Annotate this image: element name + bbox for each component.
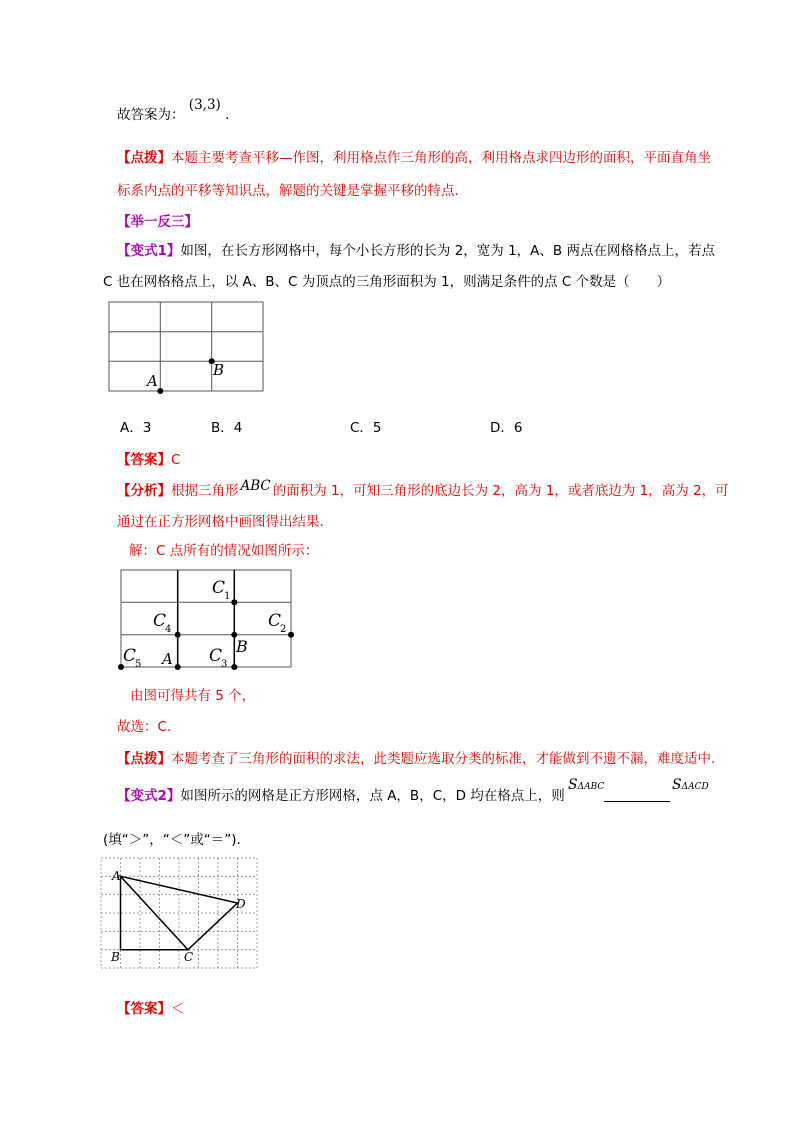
label-b: B: [213, 361, 225, 379]
v1-line-1: [117, 241, 715, 261]
label-c3-sub: 3: [221, 659, 228, 670]
s-acd-s: S: [672, 777, 682, 793]
label-c4-sub: 4: [165, 624, 172, 635]
v2-answer: [117, 999, 185, 1019]
s-abc-s: S: [568, 777, 578, 793]
label-a2: A: [162, 650, 173, 668]
dianbo-line-1: [117, 148, 711, 168]
answer-line: [117, 97, 230, 125]
label-d3: D: [236, 897, 246, 911]
answer-value: (3,3): [188, 97, 221, 113]
label-c2-sub: 2: [280, 624, 287, 635]
label-c4: C: [153, 611, 167, 631]
section-title: 【举一反三】: [117, 214, 198, 230]
v1-conclusion: 由图可得共有 5 个，: [130, 688, 256, 704]
label-a: A: [147, 372, 158, 390]
answer-prefix: 故答案为：: [117, 107, 185, 123]
dianbo-label: 【点拨】: [117, 150, 171, 166]
v1-analysis-abc: ABC: [240, 478, 271, 494]
v1-answer-value: C: [171, 452, 181, 468]
v2-label: 【变式2】: [117, 788, 181, 804]
v1-dianbo-text: 本题考查了三角形的面积的求法，此类题应选取分类的标准，才能做到不遗不漏，难度适中.: [171, 751, 716, 767]
v1-solution: 解：C 点所有的情况如图所示：: [129, 543, 319, 559]
v1-answer-label: 【答案】: [117, 452, 171, 468]
label-c5-sub: 5: [135, 659, 142, 670]
s-abc: [568, 777, 604, 793]
option-d: D．6: [490, 420, 523, 436]
option-a: A．3: [120, 420, 152, 436]
answer-period: .: [225, 107, 230, 123]
label-c1-sub: 1: [224, 591, 231, 602]
v1-choose: 故选：C.: [117, 719, 172, 735]
option-c: C．5: [350, 420, 382, 436]
v1-line-2: C 也在网格格点上，以 A、B、C 为顶点的三角形面积为 1，则满足条件的点 C 个数是（ ）: [103, 274, 671, 290]
v1-analysis-pre: 根据三角形: [171, 483, 239, 499]
label-b2: B: [236, 637, 248, 656]
v2-line-1: [117, 786, 565, 806]
s-abc-sub: ΔABC: [577, 782, 605, 792]
answer-blank: [604, 801, 670, 802]
v1-solution-figure: [115, 566, 310, 676]
v1-analysis-line-1: [117, 478, 729, 501]
v1-analysis-label: 【分析】: [117, 483, 171, 499]
label-c1: C: [212, 578, 226, 598]
v2-text-1: 如图所示的网格是正方形网格，点 A，B，C，D 均在格点上，则: [180, 788, 565, 804]
v1-analysis-text-1: 的面积为 1，可知三角形的底边长为 2，高为 1，或者底边为 1，高为 2，可: [272, 483, 729, 499]
v1-dianbo-label: 【点拨】: [117, 751, 171, 767]
v1-answer: [117, 450, 180, 470]
v2-answer-value: ＜: [171, 1001, 185, 1017]
v1-analysis-line-2: 通过在正方形网格中画图得出结果.: [117, 514, 324, 530]
v1-grid-figure: [105, 298, 270, 398]
label-b3: B: [111, 950, 120, 964]
point-a: [157, 388, 163, 394]
label-a3: A: [112, 869, 121, 883]
option-b: B．4: [211, 420, 243, 436]
v2-line-2: (填“＞”，“＜”或“＝”).: [103, 832, 241, 848]
v2-grid-figure: [98, 855, 260, 971]
label-c5: C: [123, 646, 137, 666]
label-c2: C: [268, 611, 282, 631]
v1-dianbo: [117, 749, 715, 769]
label-c3: C: [209, 646, 223, 666]
v1-label: 【变式1】: [117, 243, 181, 259]
v2-answer-label: 【答案】: [117, 1001, 171, 1017]
s-acd: [672, 777, 709, 793]
v1-text-1: 如图，在长方形网格中，每个小长方形的长为 2，宽为 1，A、B 两点在网格格点上，若点: [180, 243, 715, 259]
label-c3b: C: [184, 950, 194, 964]
s-acd-sub: ΔACD: [681, 782, 709, 792]
dianbo-line-2: 标系内点的平移等知识点，解题的关键是掌握平移的特点.: [117, 183, 459, 199]
dianbo-text-1: 本题主要考查平移—作图，利用格点作三角形的高，利用格点求四边形的面积，平面直角坐: [171, 150, 711, 166]
